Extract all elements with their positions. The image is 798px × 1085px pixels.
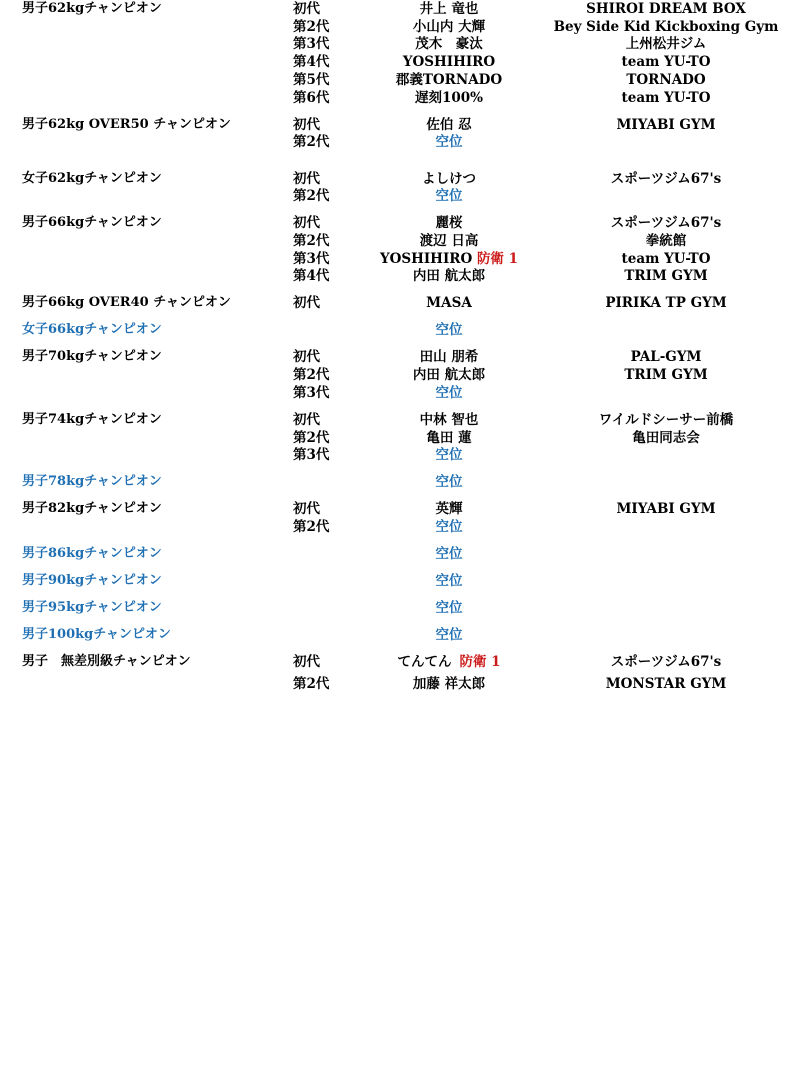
generation-label: 第6代 — [293, 90, 330, 106]
generation-label: 初代 — [293, 412, 320, 428]
gym-name: MONSTAR GYM — [605, 676, 727, 692]
category-title: 男子78kgチャンピオン — [22, 474, 162, 489]
gym-name: TORNADO — [626, 72, 706, 88]
generation-label: 初代 — [293, 171, 320, 187]
generation-label: 第2代 — [293, 134, 330, 150]
champion-name: 郡義TORNADO — [395, 72, 503, 88]
generation-label: 第2代 — [293, 519, 330, 535]
generation-label: 第3代 — [293, 385, 330, 401]
generation-label: 第2代 — [293, 188, 330, 204]
defense-count: 防衛 1 — [459, 654, 501, 670]
category-title: 男子66kgチャンピオン — [22, 215, 162, 230]
generation-label: 初代 — [293, 215, 320, 231]
vacant-label: 空位 — [435, 385, 463, 401]
gym-name: MIYABI GYM — [616, 501, 716, 517]
category-title: 男子90kgチャンピオン — [22, 573, 162, 588]
gym-name: TRIM GYM — [624, 268, 708, 284]
generation-label: 第2代 — [293, 430, 330, 446]
vacant-label: 空位 — [435, 474, 463, 490]
generation-label: 第2代 — [293, 367, 330, 383]
category-title: 男子86kgチャンピオン — [22, 546, 162, 561]
champion-name: 渡辺 日高 — [419, 233, 479, 249]
gym-name: スポーツジム67's — [610, 654, 722, 670]
champion-name: 亀田 蓮 — [426, 430, 472, 446]
category-title: 男子66kg OVER40 チャンピオン — [22, 295, 231, 310]
gym-name: 拳統館 — [645, 233, 687, 249]
vacant-label: 空位 — [435, 600, 463, 616]
champion-name: YOSHIHIRO — [379, 251, 473, 267]
category-title: 女子66kgチャンピオン — [22, 322, 162, 337]
category-title: 男子70kgチャンピオン — [22, 349, 162, 364]
category-title: 女子62kgチャンピオン — [22, 171, 162, 186]
vacant-label: 空位 — [435, 134, 463, 150]
vacant-label: 空位 — [435, 188, 463, 204]
category-title: 男子95kgチャンピオン — [22, 600, 162, 615]
gym-name: SHIROI DREAM BOX — [586, 1, 746, 17]
generation-label: 初代 — [293, 1, 320, 17]
generation-label: 第2代 — [293, 676, 330, 692]
champion-name: よしけつ — [422, 171, 476, 187]
gym-name: 上州松井ジム — [625, 36, 707, 52]
champion-name: 内田 航太郎 — [412, 268, 486, 284]
generation-label: 第3代 — [293, 447, 330, 463]
vacant-label: 空位 — [435, 627, 463, 643]
gym-name: MIYABI GYM — [616, 117, 716, 133]
vacant-label: 空位 — [435, 573, 463, 589]
champion-name: 英輝 — [435, 501, 463, 517]
champion-name: 遅刻100% — [414, 90, 484, 106]
gym-name: Bey Side Kid Kickboxing Gym — [553, 19, 779, 35]
gym-name: team YU-TO — [621, 54, 711, 70]
champion-name: YOSHIHIRO — [402, 54, 496, 70]
vacant-label: 空位 — [435, 322, 463, 338]
champion-name: MASA — [426, 295, 472, 311]
champion-name: 加藤 祥太郎 — [412, 676, 486, 692]
category-title: 男子62kgチャンピオン — [22, 1, 162, 16]
generation-label: 第2代 — [293, 233, 330, 249]
defense-count: 防衛 1 — [476, 251, 519, 267]
champion-name: 佐伯 忍 — [426, 117, 472, 133]
generation-label: 第5代 — [293, 72, 330, 88]
category-title: 男子82kgチャンピオン — [22, 501, 162, 516]
gym-name: PAL-GYM — [630, 349, 702, 365]
generation-label: 第4代 — [293, 268, 330, 284]
champion-name: 田山 朋希 — [419, 349, 479, 365]
generation-label: 第4代 — [293, 54, 330, 70]
generation-label: 初代 — [293, 117, 320, 133]
category-title: 男子74kgチャンピオン — [22, 412, 162, 427]
generation-label: 第3代 — [293, 36, 330, 52]
gym-name: PIRIKA TP GYM — [605, 295, 727, 311]
champion-name: 茂木 豪汰 — [415, 36, 483, 52]
champion-name: 中林 智也 — [419, 412, 479, 428]
gym-name: 亀田同志会 — [632, 430, 700, 446]
gym-name: スポーツジム67's — [610, 215, 722, 231]
category-title: 男子62kg OVER50 チャンピオン — [22, 117, 231, 132]
champion-name: 内田 航太郎 — [412, 367, 486, 383]
champion-name: 井上 竜也 — [419, 1, 479, 17]
gym-name: team YU-TO — [621, 90, 711, 106]
vacant-label: 空位 — [435, 447, 463, 463]
category-title: 男子100kgチャンピオン — [22, 627, 171, 642]
generation-label: 第2代 — [293, 19, 330, 35]
generation-label: 初代 — [293, 349, 320, 365]
vacant-label: 空位 — [435, 546, 463, 562]
generation-label: 初代 — [293, 295, 320, 311]
champion-name: てんてん — [397, 654, 452, 670]
champion-name: 小山内 大輝 — [412, 19, 486, 35]
category-title: 男子 無差別級チャンピオン — [22, 654, 191, 669]
gym-name: ワイルドシーサー前橋 — [598, 412, 734, 428]
generation-label: 初代 — [293, 654, 320, 670]
generation-label: 初代 — [293, 501, 320, 517]
gym-name: TRIM GYM — [624, 367, 708, 383]
champion-name-with-defense — [380, 250, 518, 268]
champion-name-with-defense — [397, 653, 500, 671]
gym-name: スポーツジム67's — [610, 171, 722, 187]
vacant-label: 空位 — [435, 519, 463, 535]
champion-name: 麗桜 — [435, 215, 463, 231]
gym-name: team YU-TO — [621, 251, 711, 267]
generation-label: 第3代 — [293, 251, 330, 267]
